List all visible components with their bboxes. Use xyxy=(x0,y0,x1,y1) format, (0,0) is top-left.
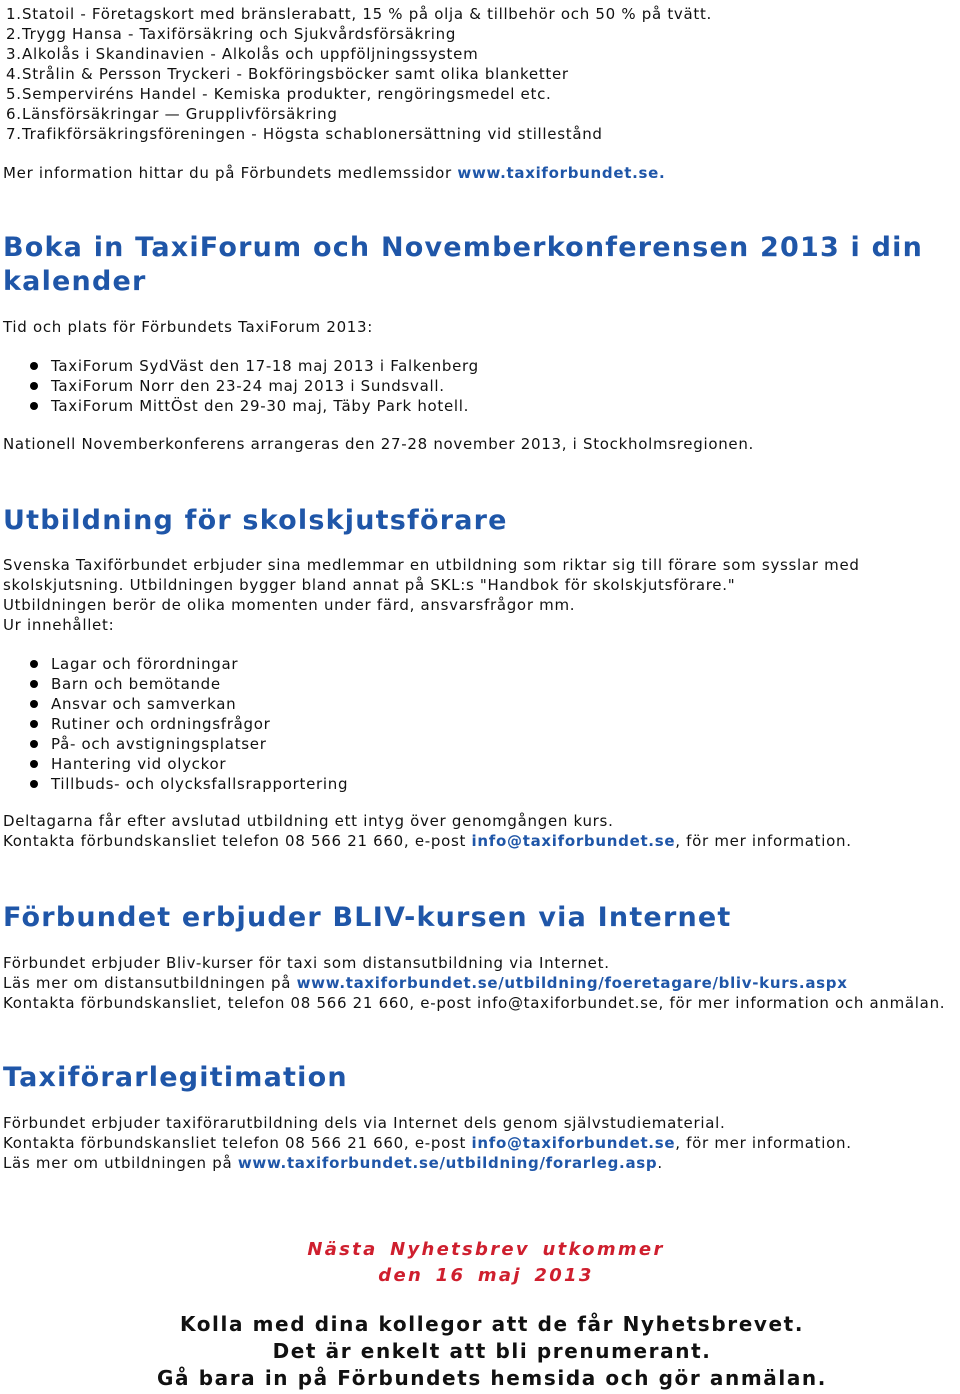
partner-offer-item xyxy=(6,24,712,44)
topic-text: Lagar och förordningar xyxy=(51,655,239,673)
contact-suffix: , för mer information. xyxy=(675,832,852,850)
list-item xyxy=(0,356,479,376)
next-issue-date: den 16 maj 2013 xyxy=(378,1265,594,1286)
more-info-text: Mer information hittar du på Förbundets medlemssidor xyxy=(3,164,458,182)
subscribe-callout xyxy=(24,1311,960,1392)
contact-line: Kontakta förbundskansliet, telefon 08 566 21 660, e-post info@taxiforbundet.se, för mer information och anmälan. xyxy=(3,994,946,1012)
members-site-link[interactable]: www.taxiforbundet.se xyxy=(457,164,660,182)
training-topics-list xyxy=(0,654,348,794)
read-more-line xyxy=(3,973,945,993)
contact-suffix: , för mer information. xyxy=(675,1134,852,1152)
list-item xyxy=(0,714,348,734)
item-number: 2. xyxy=(6,25,22,43)
item-text: Strålin & Persson Tryckeri - Bokföringsböcker samt olika blanketter xyxy=(22,65,569,83)
item-number: 6. xyxy=(6,105,22,123)
more-info-suffix: . xyxy=(659,164,666,182)
paragraph-line: skolskjutsning. Utbildningen bygger bland annat på SKL:s "Handbok för skolskjutsförare." xyxy=(3,576,736,594)
list-item xyxy=(0,774,348,794)
item-number: 4. xyxy=(6,65,22,83)
licence-intro: Förbundet erbjuder taxiförarutbildning dels via Internet dels genom självstudiematerial. xyxy=(3,1114,726,1132)
item-number: 7. xyxy=(6,125,22,143)
bullet-icon xyxy=(30,780,38,788)
list-item xyxy=(0,674,348,694)
item-text: Alkolås i Skandinavien - Alkolås och uppföljningssystem xyxy=(22,45,479,63)
subscribe-line: Gå bara in på Förbundets hemsida och gör anmälan. xyxy=(157,1366,827,1390)
topic-text: Rutiner och ordningsfrågor xyxy=(51,715,271,733)
paragraph-line: Utbildningen berör de olika momenten under färd, ansvarsfrågor mm. xyxy=(3,596,576,614)
taxiforum-intro: Tid och plats för Förbundets TaxiForum 2013: xyxy=(3,318,374,336)
bullet-icon xyxy=(30,362,38,370)
contact-text: Kontakta förbundskansliet telefon 08 566 21 660, e-post xyxy=(3,1134,472,1152)
item-text: Statoil - Företagskort med bränslerabatt, 15 % på olja & tillbehör och 50 % på tvätt. xyxy=(22,5,713,23)
list-item xyxy=(0,376,479,396)
item-text: Semperviréns Handel - Kemiska produkter, rengöringsmedel etc. xyxy=(22,85,552,103)
list-item xyxy=(0,694,348,714)
list-item xyxy=(0,734,348,754)
partner-offer-item xyxy=(6,64,712,84)
bullet-icon xyxy=(30,720,38,728)
email-link[interactable]: info@taxiforbundet.se xyxy=(471,1134,676,1152)
item-number: 1. xyxy=(6,5,22,23)
partner-offer-item xyxy=(6,124,712,144)
next-issue-notice xyxy=(12,1237,960,1289)
email-link[interactable]: info@taxiforbundet.se xyxy=(471,832,676,850)
bliv-course-text xyxy=(3,953,945,1013)
item-text: Trafikförsäkringsföreningen - Högsta schablonersättning vid stillestånd xyxy=(22,125,603,143)
certificate-text: Deltagarna får efter avslutad utbildning ett intyg över genomgången kurs. xyxy=(3,812,614,830)
next-issue-line: Nästa Nyhetsbrev utkommer xyxy=(307,1239,665,1260)
november-conference-text: Nationell Novemberkonferens arrangeras den 27-28 november 2013, i Stockholmsregionen. xyxy=(3,435,755,453)
driver-licence-text xyxy=(3,1113,852,1173)
topic-text: På- och avstigningsplatser xyxy=(51,735,267,753)
bliv-course-link[interactable]: www.taxiforbundet.se/utbildning/foeretagare/bliv-kurs.aspx xyxy=(296,974,848,992)
school-training-paragraph xyxy=(3,555,860,635)
subscribe-line: Kolla med dina kollegor att de får Nyhetsbrevet. xyxy=(179,1312,805,1336)
partner-offer-item xyxy=(6,84,712,104)
topic-text: Hantering vid olyckor xyxy=(51,755,227,773)
list-item xyxy=(0,396,479,416)
partner-offers-list xyxy=(6,4,712,144)
item-number: 5. xyxy=(6,85,22,103)
topic-text: Tillbuds- och olycksfallsrapportering xyxy=(51,775,349,793)
school-training-heading xyxy=(3,504,508,538)
list-item xyxy=(0,754,348,774)
item-text: Länsförsäkringar — Grupplivförsäkring xyxy=(22,105,338,123)
bullet-icon xyxy=(30,740,38,748)
bullet-icon xyxy=(30,402,38,410)
bullet-icon xyxy=(30,680,38,688)
heading-line: kalender xyxy=(3,266,147,297)
event-text: TaxiForum SydVäst den 17-18 maj 2013 i Falkenberg xyxy=(51,357,479,375)
list-item xyxy=(0,654,348,674)
heading-line: Förbundet erbjuder BLIV-kursen via Internet xyxy=(3,902,732,933)
partner-offer-item xyxy=(6,104,712,124)
read-more-suffix: . xyxy=(657,1154,663,1172)
bliv-course-heading xyxy=(3,901,732,935)
partner-offer-item xyxy=(6,4,712,24)
contact-line xyxy=(3,1133,852,1153)
licence-course-link[interactable]: www.taxiforbundet.se/utbildning/forarleg.asp xyxy=(237,1154,658,1172)
taxiforum-events-list xyxy=(0,356,479,416)
subscribe-line: Det är enkelt att bli prenumerant. xyxy=(272,1339,712,1363)
read-more-text: Läs mer om utbildningen på xyxy=(3,1154,238,1172)
topic-text: Barn och bemötande xyxy=(51,675,221,693)
driver-licence-heading xyxy=(3,1061,348,1095)
item-text: Trygg Hansa - Taxiförsäkring och Sjukvårdsförsäkring xyxy=(22,25,457,43)
paragraph-line: Ur innehållet: xyxy=(3,616,115,634)
bullet-icon xyxy=(30,660,38,668)
taxiforum-heading xyxy=(3,231,923,299)
event-text: TaxiForum MittÖst den 29-30 maj, Täby Park hotell. xyxy=(51,397,470,415)
bullet-icon xyxy=(30,760,38,768)
heading-line: Boka in TaxiForum och Novemberkonferensen 2013 i din xyxy=(3,232,924,263)
topic-text: Ansvar och samverkan xyxy=(51,695,237,713)
contact-line xyxy=(3,831,852,851)
more-info-line xyxy=(3,163,665,183)
heading-line: Taxiförarlegitimation xyxy=(3,1062,348,1093)
read-more-text: Läs mer om distansutbildningen på xyxy=(3,974,297,992)
paragraph-line: Svenska Taxiförbundet erbjuder sina medlemmar en utbildning som riktar sig till förare som sysslar med xyxy=(3,556,860,574)
heading-line: Utbildning för skolskjutsförare xyxy=(3,505,508,536)
bullet-icon xyxy=(30,700,38,708)
item-number: 3. xyxy=(6,45,22,63)
bliv-intro: Förbundet erbjuder Bliv-kurser för taxi som distansutbildning via Internet. xyxy=(3,954,610,972)
school-training-footer xyxy=(3,811,852,851)
contact-text: Kontakta förbundskansliet telefon 08 566 21 660, e-post xyxy=(3,832,472,850)
bullet-icon xyxy=(30,382,38,390)
partner-offer-item xyxy=(6,44,712,64)
read-more-line xyxy=(3,1153,852,1173)
event-text: TaxiForum Norr den 23-24 maj 2013 i Sundsvall. xyxy=(51,377,445,395)
